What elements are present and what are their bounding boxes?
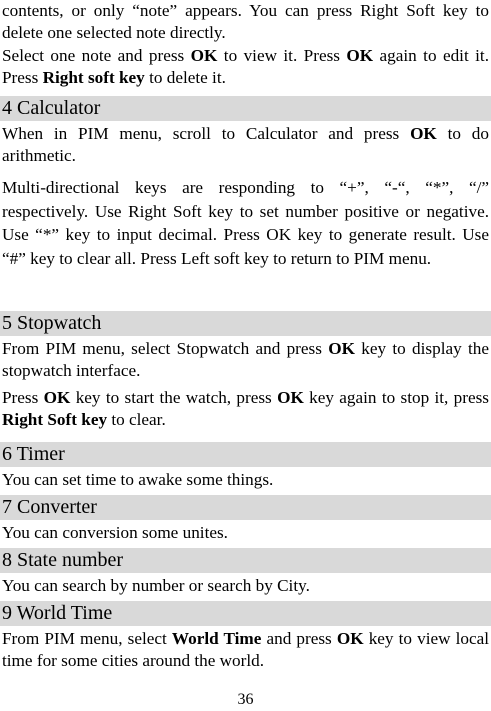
- text: key again to stop it, press: [303, 388, 489, 407]
- bold-term: OK: [277, 388, 304, 407]
- text: and press: [261, 629, 337, 648]
- paragraph-stopwatch-usage: [2, 387, 489, 431]
- section-heading-timer: 6 Timer: [0, 442, 491, 467]
- text: to delete it.: [144, 68, 226, 87]
- bold-term: OK: [410, 124, 437, 143]
- bold-term: OK: [346, 46, 374, 65]
- section-heading-converter: 7 Converter: [0, 495, 491, 520]
- text: to clear.: [107, 410, 166, 429]
- paragraph-state-number: You can search by number or search by City.: [2, 576, 310, 595]
- paragraph-stopwatch-intro: [2, 338, 489, 382]
- paragraph-converter: You can conversion some unites.: [2, 523, 228, 542]
- section-heading-world-time: 9 World Time: [0, 601, 491, 626]
- text: contents, or only “note” appears. You can press Right Soft key to delete one selected note directly.: [2, 1, 489, 42]
- bold-term: OK: [190, 46, 218, 65]
- paragraph-calculator-keys: Multi-directional keys are responding to “+”, “-“, “*”, “/” respectively. Use Right Soft key to set number positive or negative. Use “*” key to input decimal. Press OK key to generate result. Use “#” key to clear all. Press Left soft key to return to PIM menu.: [2, 178, 489, 268]
- text: again to edit it. Press: [2, 46, 489, 87]
- text: to do arithmetic.: [2, 124, 489, 165]
- bold-term: OK: [43, 388, 71, 407]
- text: to view it. Press: [217, 46, 347, 65]
- section-heading-state-number: 8 State number: [0, 548, 491, 573]
- bold-term: OK: [336, 629, 364, 648]
- section-heading-stopwatch: 5 Stopwatch: [0, 311, 491, 336]
- bold-term: World Time: [171, 629, 262, 648]
- paragraph-timer: You can set time to awake some things.: [2, 470, 274, 489]
- text: From PIM menu, select: [2, 629, 172, 648]
- bold-term: Right Soft key: [2, 410, 108, 429]
- paragraph-note-delete: [2, 0, 489, 44]
- text: key to display the stopwatch interface.: [2, 339, 489, 380]
- paragraph-calculator-intro: [2, 123, 489, 167]
- section-heading-calculator: 4 Calculator: [0, 96, 491, 121]
- paragraph-note-view: [2, 45, 489, 89]
- text: From PIM menu, select Stopwatch and press: [2, 339, 329, 358]
- bold-term: Right soft key: [42, 68, 145, 87]
- text: When in PIM menu, scroll to Calculator and press: [2, 124, 411, 143]
- text: key to view local time for some cities around the world.: [2, 629, 490, 670]
- text: Press: [2, 388, 44, 407]
- bold-term: OK: [328, 339, 355, 358]
- paragraph-world-time: [2, 628, 489, 672]
- text: Select one note and press: [2, 46, 191, 65]
- text: key to start the watch, press: [70, 388, 278, 407]
- page-number: 36: [237, 691, 254, 708]
